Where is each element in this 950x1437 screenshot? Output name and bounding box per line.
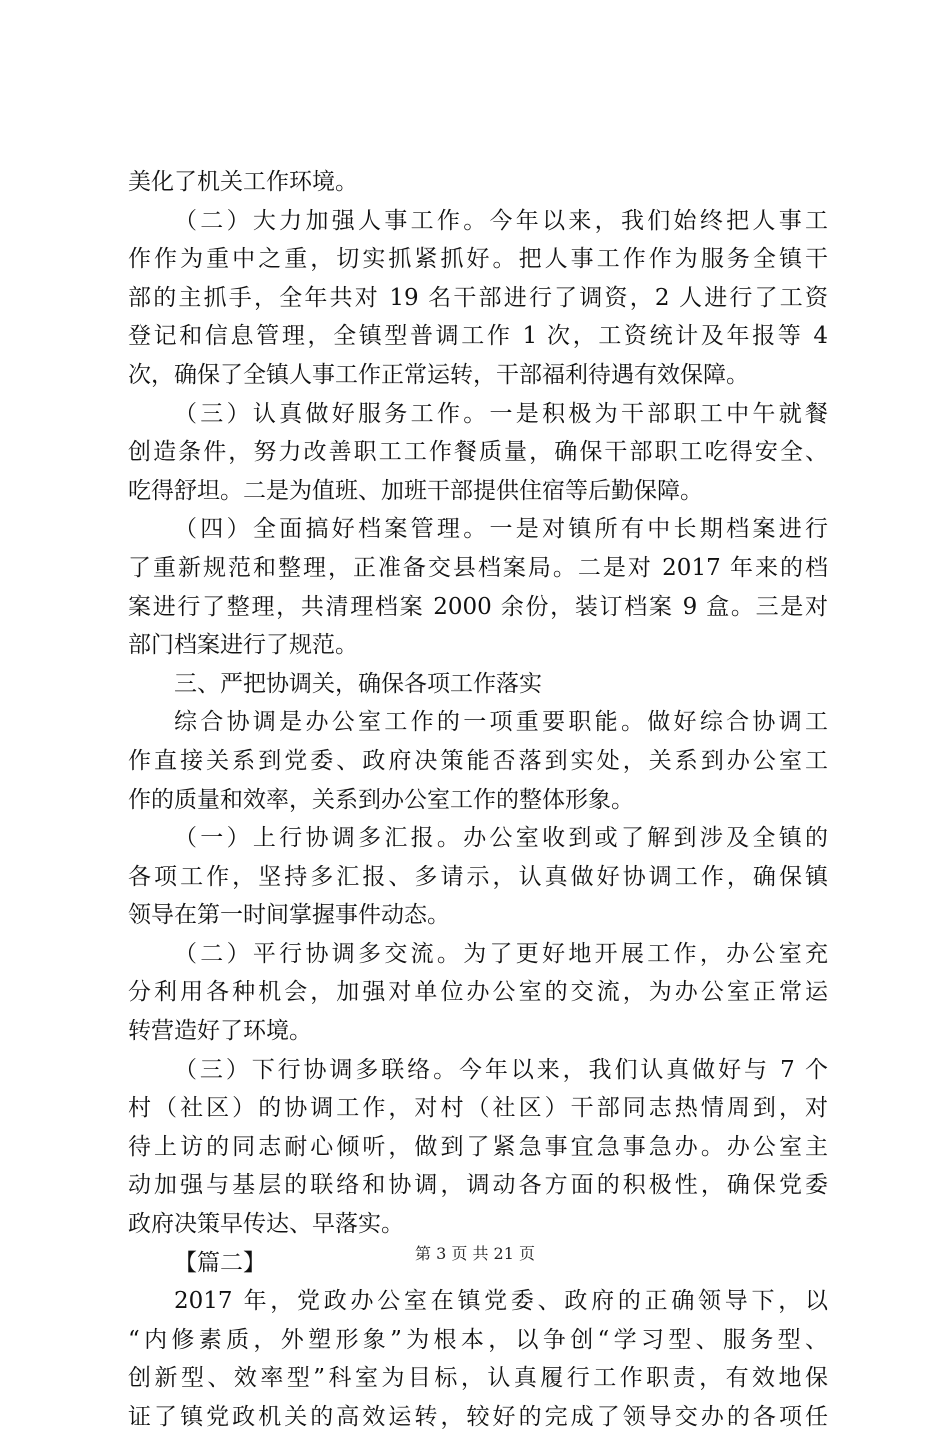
text-line: 动加强与基层的联络和协调，调动各方面的积极性，确保党委: [128, 1172, 828, 1199]
text-line: 【篇二】: [174, 1249, 266, 1276]
text-line: 作作为重中之重，切实抓紧抓好。把人事工作作为服务全镇干: [128, 246, 828, 273]
text-line: （一）上行协调多汇报。办公室收到或了解到涉及全镇的: [174, 825, 828, 852]
text-line: 次，确保了全镇人事工作正常运转，干部福利待遇有效保障。: [128, 361, 749, 388]
text-line: 待上访的同志耐心倾听，做到了紧急事宜急事急办。办公室主: [128, 1133, 828, 1160]
text-line: 分利用各种机会，加强对单位办公室的交流，为办公室正常运: [128, 979, 828, 1006]
text-line: 三、严把协调关，确保各项工作落实: [174, 670, 542, 697]
text-line: 创造条件，努力改善职工工作餐质量，确保干部职工吃得安全、: [128, 439, 828, 466]
text-line: （三）认真做好服务工作。一是积极为干部职工中午就餐: [174, 400, 828, 427]
text-line: 证了镇党政机关的高效运转，较好的完成了领导交办的各项任: [128, 1404, 828, 1430]
text-line: （四）全面搞好档案管理。一是对镇所有中长期档案进行: [174, 516, 828, 543]
text-line: 创新型、效率型”科室为目标，认真履行工作职责，有效地保: [128, 1365, 828, 1392]
text-line: 2017 年，党政办公室在镇党委、政府的正确领导下，以: [174, 1288, 828, 1315]
text-line: 吃得舒坦。二是为值班、加班干部提供住宿等后勤保障。: [128, 477, 703, 504]
text-line: 领导在第一时间掌握事件动态。: [128, 902, 450, 929]
text-line: （三）下行协调多联络。今年以来，我们认真做好与 7 个: [174, 1056, 828, 1083]
text-line: 综合协调是办公室工作的一项重要职能。做好综合协调工: [174, 709, 828, 736]
page-number-footer: 第 3 页 共 21 页: [415, 1244, 535, 1263]
text-line: 转营造好了环境。: [128, 1018, 312, 1045]
text-line: 登记和信息管理，全镇型普调工作 1 次，工资统计及年报等 4: [128, 323, 828, 350]
text-line: （二）大力加强人事工作。今年以来，我们始终把人事工: [174, 207, 828, 234]
text-line: 美化了机关工作环境。: [128, 169, 358, 195]
text-line: 作的质量和效率，关系到办公室工作的整体形象。: [128, 786, 634, 813]
text-line: 了重新规范和整理，正准备交县档案局。二是对 2017 年来的档: [128, 554, 828, 581]
text-line: 各项工作，坚持多汇报、多请示，认真做好协调工作，确保镇: [128, 863, 828, 890]
text-line: “内修素质，外塑形象”为根本，以争创“学习型、服务型、: [128, 1326, 828, 1353]
text-line: 案进行了整理，共清理档案 2000 余份，装订档案 9 盒。三是对: [128, 593, 828, 620]
text-line: 村（社区）的协调工作，对村（社区）干部同志热情周到，对: [128, 1095, 828, 1122]
text-line: 政府决策早传达、早落实。: [128, 1211, 404, 1238]
text-line: 部门档案进行了规范。: [128, 632, 358, 659]
text-line: 作直接关系到党委、政府决策能否落到实处，关系到办公室工: [128, 747, 828, 774]
text-line: 部的主抓手，全年共对 19 名干部进行了调资，2 人进行了工资: [128, 284, 828, 311]
text-line: （二）平行协调多交流。为了更好地开展工作，办公室充: [174, 940, 828, 967]
